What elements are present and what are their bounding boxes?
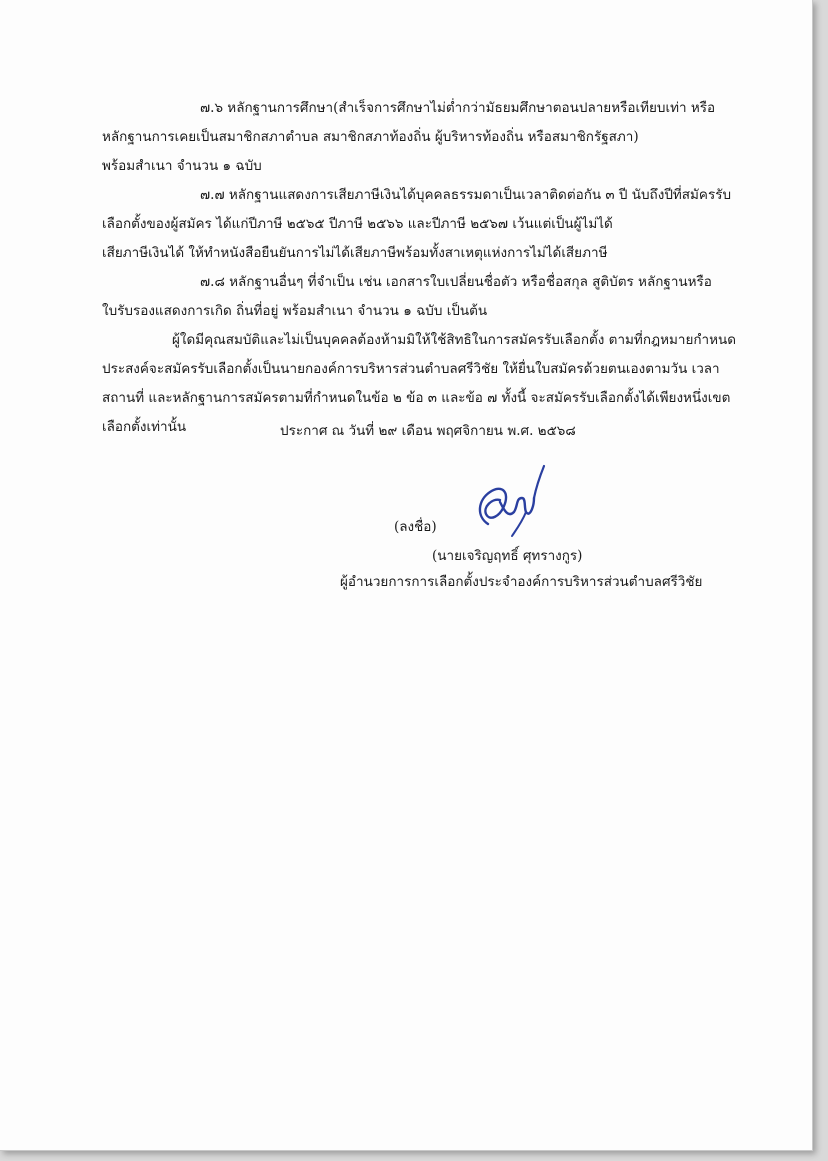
announcement-date: ประกาศ ณ วันที่ ๒๙ เดือน พฤศจิกายน พ.ศ. ๒๕๖๘ [280,423,576,439]
text-line: สถานที่ และหลักฐานการสมัครตามที่กำหนดในข้อ ๒ ข้อ ๓ และข้อ ๗ ทั้งนี้ จะสมัครรับเลือกตั้งได้เพียงหนึ่งเขต [102,390,731,406]
text-line: ๗.๘ หลักฐานอื่นๆ ที่จำเป็น เช่น เอกสารใบเปลี่ยนชื่อตัว หรือชื่อสกุล สูติบัตร หลักฐานหรือ [200,274,712,290]
text-line: หลักฐานการเคยเป็นสมาชิกสภาตำบล สมาชิกสภาท้องถิ่น ผู้บริหารท้องถิ่น หรือสมาชิกรัฐสภา) [102,129,639,145]
paragraph-7-7 [102,181,758,268]
paragraph-7-6 [102,94,758,181]
text-line: พร้อมสำเนา จำนวน ๑ ฉบับ [102,158,262,174]
text-line: ๗.๖ หลักฐานการศึกษา(สำเร็จการศึกษาไม่ต่ำกว่ามัธยมศึกษาตอนปลายหรือเทียบเท่า หรือ [200,100,716,116]
handwritten-signature [470,462,552,540]
signatory-title: ผู้อำนวยการการเลือกตั้งประจำองค์การบริหารส่วนตำบลศรีวิชัย [340,574,703,590]
text-line: เลือกตั้งของผู้สมัคร ได้แก่ปีภาษี ๒๕๖๕ ปีภาษี ๒๕๖๖ และปีภาษี ๒๕๖๗ เว้นแต่เป็นผู้ไม่ได้ [102,216,613,232]
text-line: ใบรับรองแสดงการเกิด ถิ่นที่อยู่ พร้อมสำเนา จำนวน ๑ ฉบับ เป็นต้น [102,303,488,319]
text-line: ผู้ใดมีคุณสมบัติและไม่เป็นบุคคลต้องห้ามมิให้ใช้สิทธิในการสมัครรับเลือกตั้ง ตามที่กฎหมายกำหนด [172,332,737,348]
signatory-name: (นายเจริญฤทธิ์ ศุทรางกูร) [432,548,583,564]
text-line: เลือกตั้งเท่านั้น [102,419,187,435]
text-line: เสียภาษีเงินได้ ให้ทำหนังสือยืนยันการไม่ได้เสียภาษีพร้อมทั้งสาเหตุแห่งการไม่ได้เสียภาษี [102,245,608,261]
text-line: ๗.๗ หลักฐานแสดงการเสียภาษีเงินได้บุคคลธรรมดาเป็นเวลาติดต่อกัน ๓ ปี นับถึงปีที่สมัครรับ [200,187,732,203]
paragraph-7-8 [102,268,758,326]
signature-label: (ลงชื่อ) [394,519,437,535]
text-line: ประสงค์จะสมัครรับเลือกตั้งเป็นนายกองค์การบริหารส่วนตำบลศรีวิชัย ให้ยื่นใบสมัครด้วยตนเองตามวัน เวลา [102,361,720,377]
document-body [102,94,758,442]
